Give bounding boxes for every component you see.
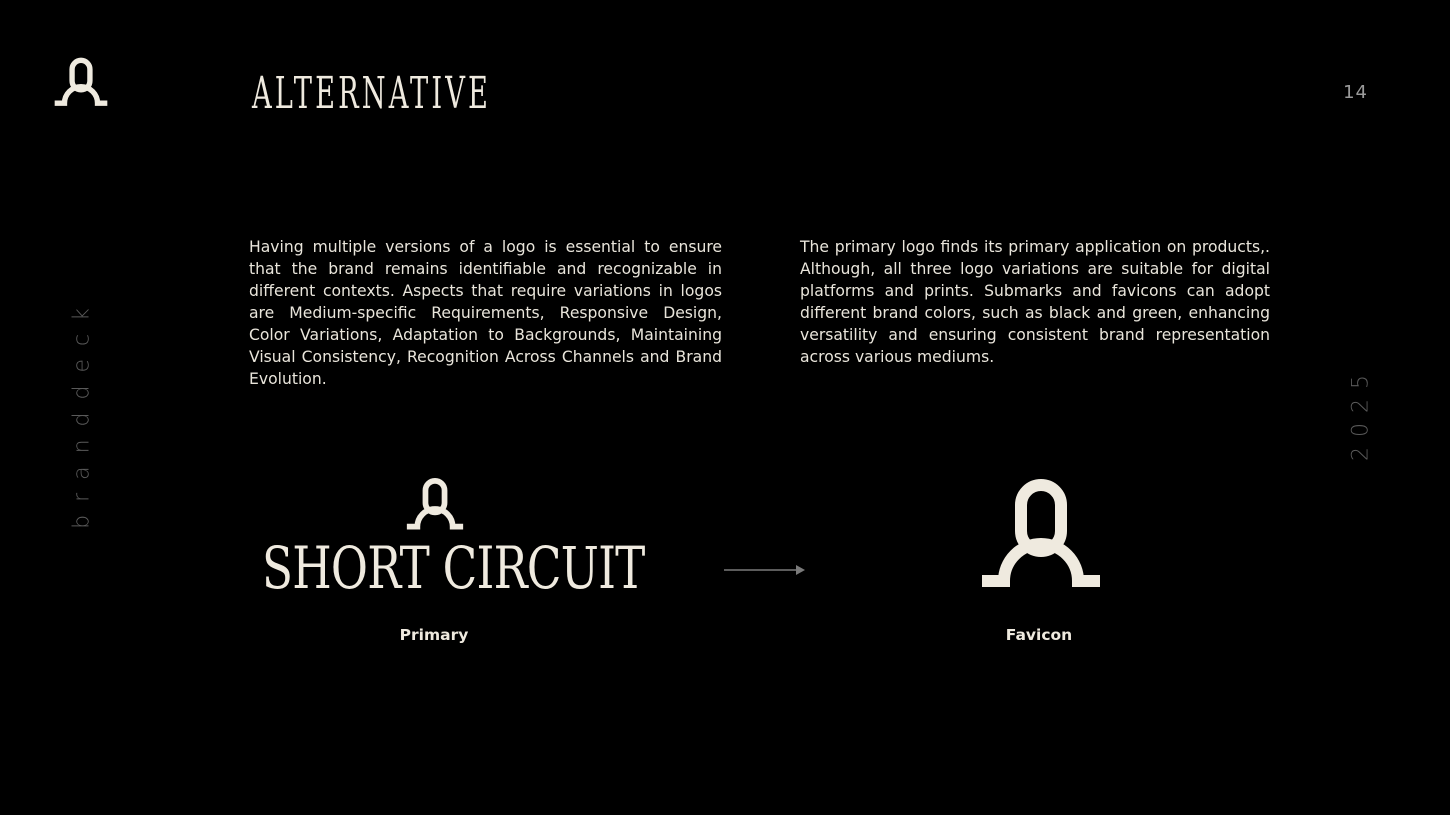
brand-monogram-icon: [404, 478, 466, 530]
usage-paragraph: The primary logo finds its primary application on products,. Although, all three logo variations are suitable for digital platforms and prints. Submarks and favicons can adopt different brand colors, such as black and green, enhancing versatility and ensuring consistent brand representation across various mediums.: [800, 238, 1270, 366]
page-number: 14: [1343, 82, 1368, 103]
brand-monogram-icon: [52, 57, 110, 107]
favicon-caption: Favicon: [1005, 626, 1073, 644]
arrow-right-icon: [724, 563, 806, 577]
intro-paragraph: Having multiple versions of a logo is essential to ensure that the brand remains identifiable and recognizable in different contexts. Aspects that require variations in logos are Medium-specific Requirements, Responsive Design, Color Variations, Adaptation to Backgrounds, Maintaining Visual Consistency, Recognition Across Channels and Brand Evolution.: [249, 238, 722, 388]
primary-wordmark: SHORT CIRCUIT: [262, 534, 645, 602]
brand-monogram-icon: [976, 479, 1106, 588]
sidebar-brand-label: branddeck: [69, 295, 95, 529]
primary-caption: Primary: [399, 626, 469, 644]
sidebar-year: 2025: [1348, 365, 1374, 461]
page-title: ALTERNATIVE: [252, 68, 492, 119]
